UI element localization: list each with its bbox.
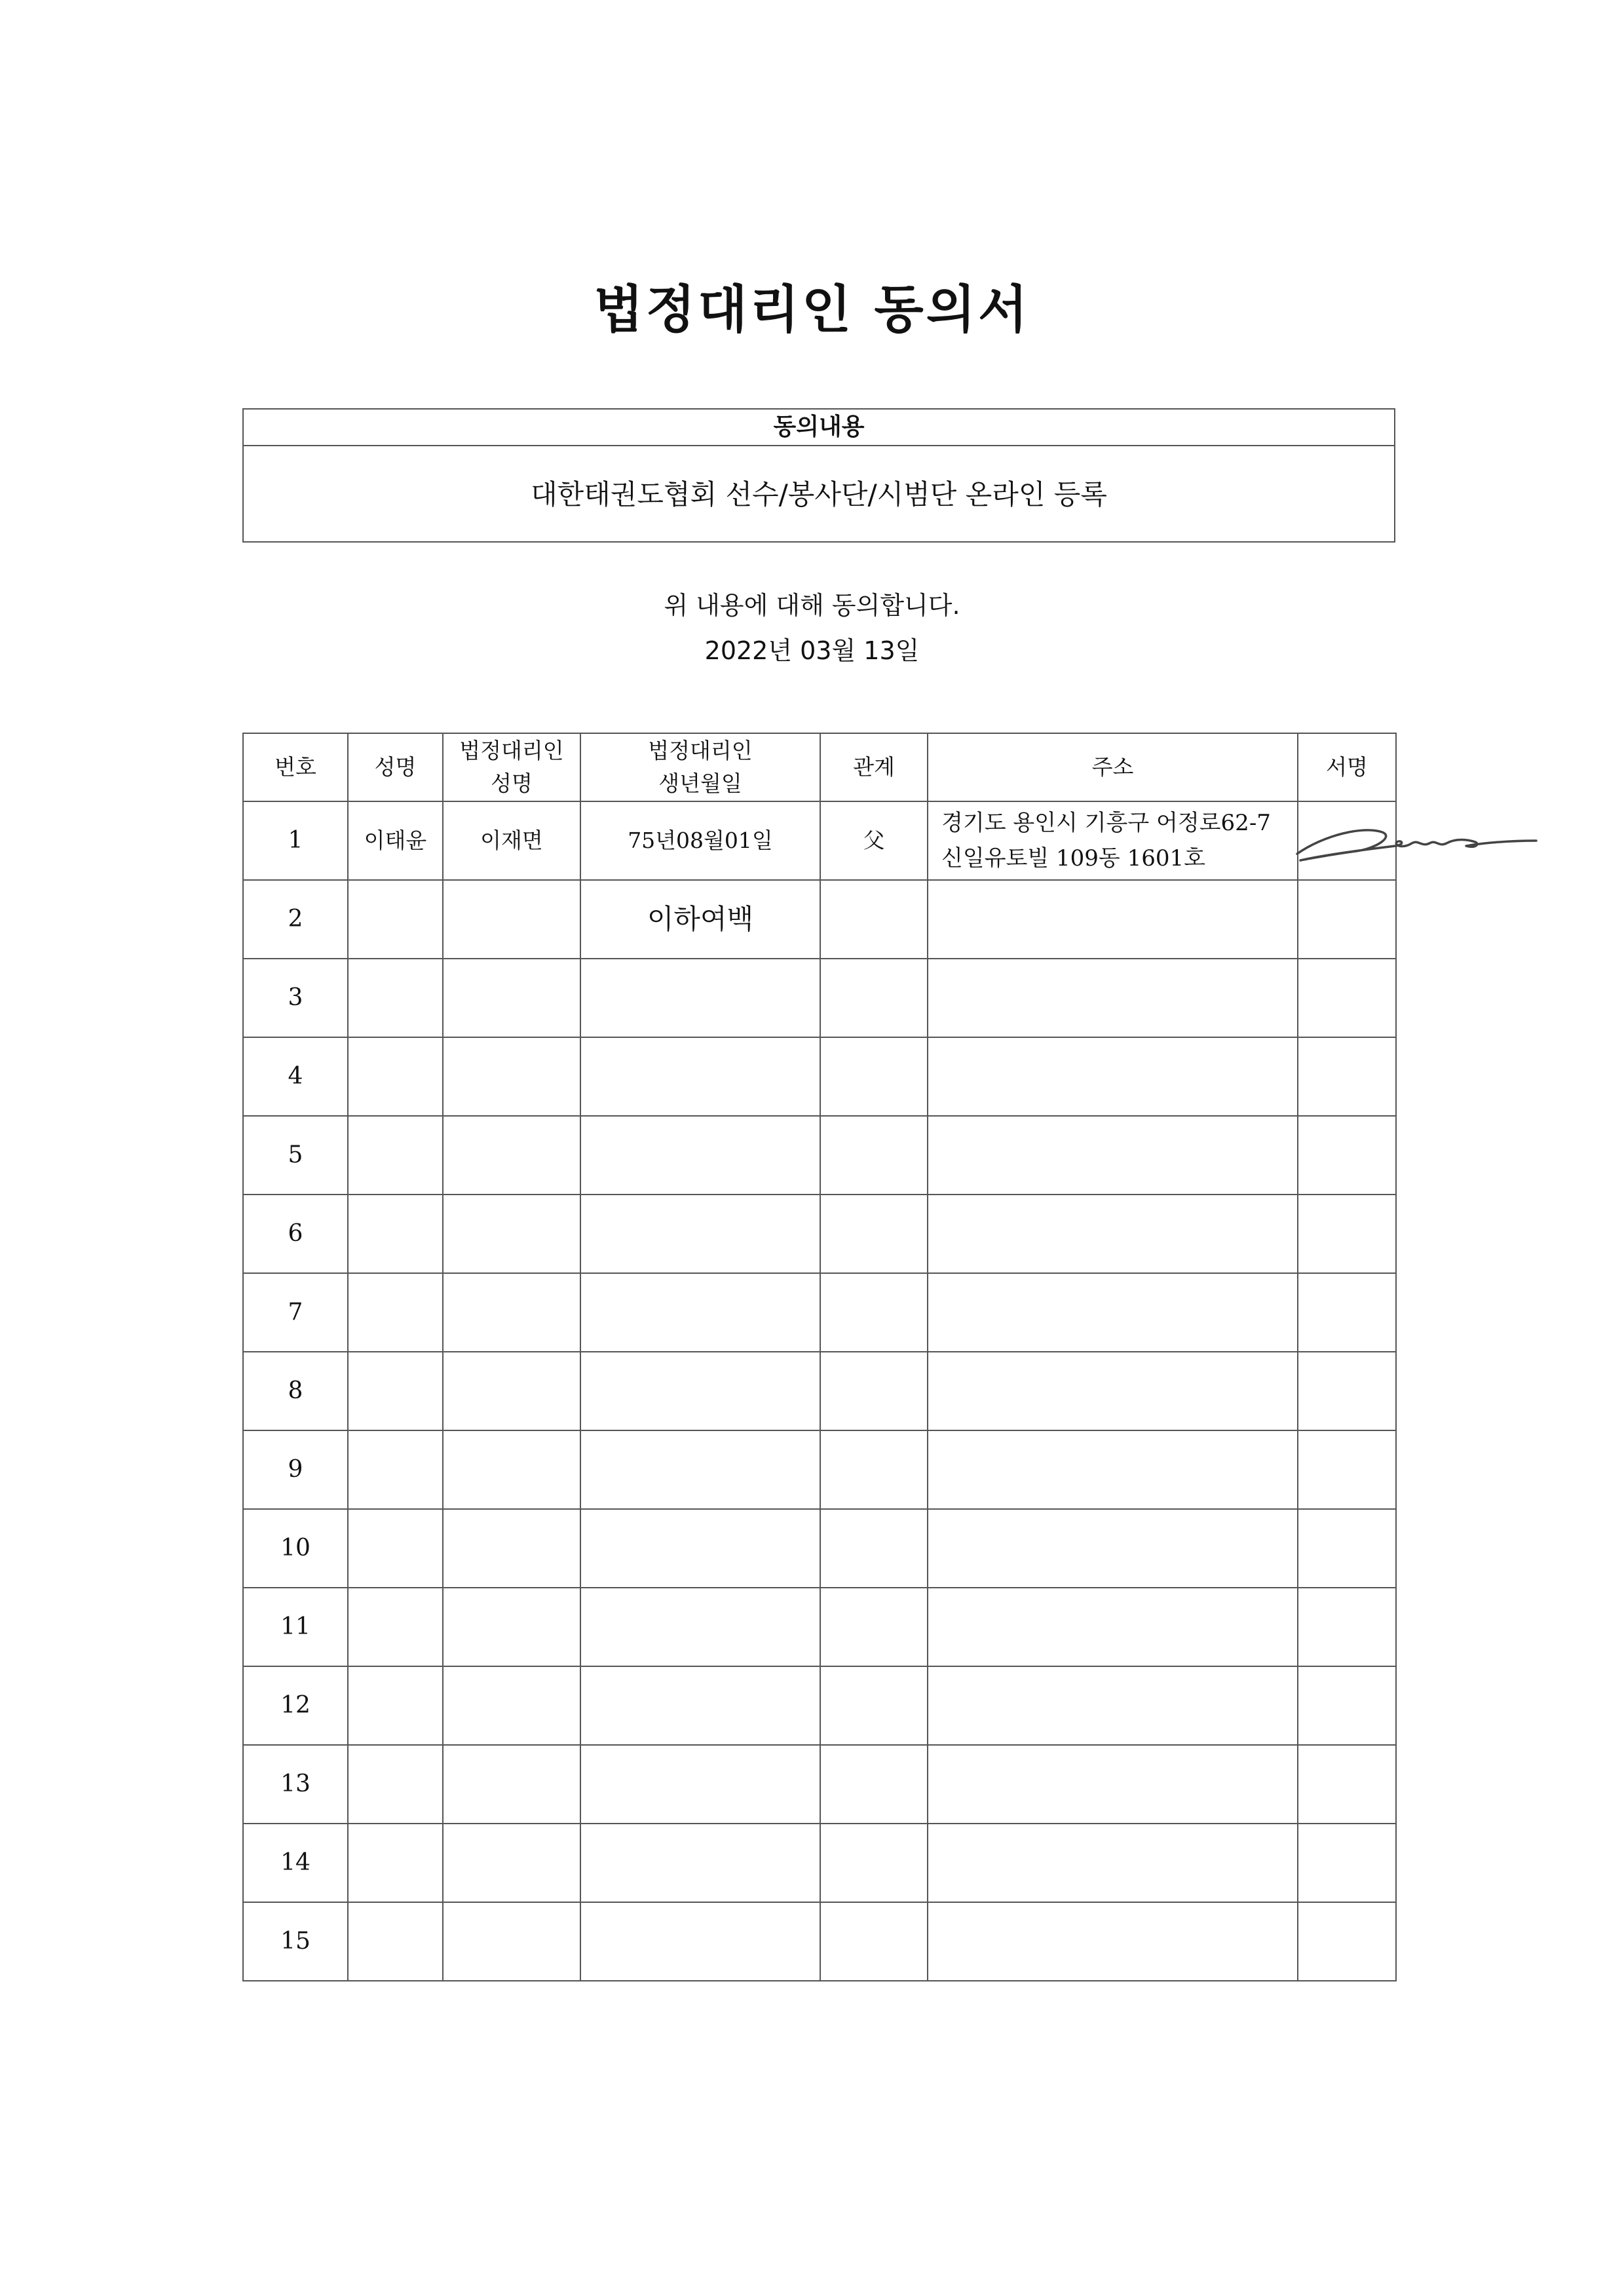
header-no: 번호 — [243, 733, 348, 801]
cell-guardian-name — [443, 1824, 580, 1902]
header-relation: 관계 — [820, 733, 928, 801]
cell-relation — [820, 1430, 928, 1509]
cell-guardian-birth — [580, 1195, 820, 1273]
cell-guardian-name — [443, 1509, 580, 1588]
header-name: 성명 — [348, 733, 443, 801]
cell-address — [928, 1745, 1298, 1824]
cell-guardian-name — [443, 1666, 580, 1745]
cell-relation: 父 — [820, 801, 928, 880]
cell-name — [348, 1666, 443, 1745]
cell-no: 7 — [243, 1273, 348, 1352]
cell-name — [348, 1352, 443, 1430]
cell-guardian-birth — [580, 1824, 820, 1902]
address-line1: 경기도 용인시 기흥구 어정로62-7 — [941, 810, 1271, 836]
cell-relation — [820, 1745, 928, 1824]
table-row — [243, 1666, 1396, 1745]
cell-relation — [820, 1352, 928, 1430]
header-guardian-name — [443, 733, 580, 801]
consent-date: 2022년 03월 13일 — [704, 636, 920, 665]
table-header-row — [243, 733, 1396, 801]
cell-relation — [820, 1902, 928, 1981]
cell-name — [348, 1037, 443, 1116]
cell-address — [928, 1352, 1298, 1430]
cell-relation — [820, 1116, 928, 1195]
cell-guardian-name — [443, 1195, 580, 1273]
cell-no: 3 — [243, 959, 348, 1037]
cell-guardian-name — [443, 880, 580, 959]
cell-guardian-name — [443, 1273, 580, 1352]
cell-address — [928, 1666, 1298, 1745]
cell-name — [348, 1116, 443, 1195]
cell-relation — [820, 1666, 928, 1745]
cell-address — [928, 801, 1298, 880]
cell-guardian-birth — [580, 1430, 820, 1509]
cell-name — [348, 1745, 443, 1824]
header-guardian-birth-line1: 법정대리인 — [648, 738, 753, 763]
table-row — [243, 1824, 1396, 1902]
header-guardian-name-line1: 법정대리인 — [459, 738, 564, 763]
cell-address — [928, 1509, 1298, 1588]
cell-address — [928, 1824, 1298, 1902]
cell-guardian-birth — [580, 959, 820, 1037]
cell-relation — [820, 1509, 928, 1588]
cell-no: 13 — [243, 1745, 348, 1824]
cell-name — [348, 1509, 443, 1588]
table-row — [243, 1430, 1396, 1509]
table-row — [243, 1745, 1396, 1824]
cell-signature — [1298, 880, 1396, 959]
cell-guardian-birth — [580, 1037, 820, 1116]
cell-guardian-birth — [580, 1273, 820, 1352]
cell-name — [348, 1824, 443, 1902]
cell-no: 4 — [243, 1037, 348, 1116]
cell-guardian-name: 이재면 — [443, 801, 580, 880]
cell-name — [348, 1195, 443, 1273]
header-guardian-birth — [580, 733, 820, 801]
table-row — [243, 1195, 1396, 1273]
cell-no: 14 — [243, 1824, 348, 1902]
cell-guardian-birth — [580, 1666, 820, 1745]
cell-address — [928, 1902, 1298, 1981]
address-line2: 신일유토빌 109동 1601호 — [941, 845, 1205, 871]
handwritten-signature — [1284, 803, 1539, 881]
cell-relation — [820, 959, 928, 1037]
cell-signature — [1298, 1037, 1396, 1116]
consent-content: 대한태권도협회 선수/봉사단/시범단 온라인 등록 — [531, 478, 1107, 510]
cell-signature — [1298, 1116, 1396, 1195]
cell-signature — [1298, 1430, 1396, 1509]
cell-guardian-name — [443, 1352, 580, 1430]
cell-guardian-name — [443, 1745, 580, 1824]
cell-name — [348, 1588, 443, 1666]
cell-no: 10 — [243, 1509, 348, 1588]
cell-address — [928, 1430, 1298, 1509]
cell-signature — [1298, 1273, 1396, 1352]
cell-address — [928, 959, 1298, 1037]
cell-guardian-name — [443, 1037, 580, 1116]
cell-relation — [820, 880, 928, 959]
cell-name: 이태윤 — [348, 801, 443, 880]
cell-relation — [820, 1588, 928, 1666]
table-row — [243, 1116, 1396, 1195]
cell-no: 1 — [243, 801, 348, 880]
table-row — [243, 1037, 1396, 1116]
table-row — [243, 1509, 1396, 1588]
table-row — [243, 1902, 1396, 1981]
table-row — [243, 1273, 1396, 1352]
cell-guardian-birth — [580, 1116, 820, 1195]
table-row — [243, 959, 1396, 1037]
cell-signature — [1298, 1195, 1396, 1273]
cell-relation — [820, 1037, 928, 1116]
cell-signature — [1298, 959, 1396, 1037]
cell-no: 6 — [243, 1195, 348, 1273]
header-guardian-birth-line2: 생년월일 — [658, 771, 742, 796]
cell-no: 11 — [243, 1588, 348, 1666]
table-row — [243, 880, 1396, 959]
cell-guardian-name — [443, 1588, 580, 1666]
table-row — [243, 801, 1396, 880]
cell-address — [928, 1273, 1298, 1352]
cell-guardian-name — [443, 1430, 580, 1509]
cell-no: 9 — [243, 1430, 348, 1509]
cell-signature — [1298, 1824, 1396, 1902]
cell-address — [928, 1195, 1298, 1273]
cell-no: 8 — [243, 1352, 348, 1430]
cell-guardian-birth — [580, 1588, 820, 1666]
cell-no: 15 — [243, 1902, 348, 1981]
consent-box — [242, 408, 1395, 543]
cell-relation — [820, 1195, 928, 1273]
cell-signature — [1298, 1509, 1396, 1588]
document-title: 법정대리인 동의서 — [594, 280, 1030, 339]
cell-signature — [1298, 1666, 1396, 1745]
agreement-text: 위 내용에 대해 동의합니다. — [664, 591, 960, 620]
cell-address — [928, 1588, 1298, 1666]
cell-no: 12 — [243, 1666, 348, 1745]
cell-relation — [820, 1824, 928, 1902]
cell-signature — [1298, 1352, 1396, 1430]
cell-guardian-birth: 이하여백 — [580, 880, 820, 959]
cell-guardian-birth: 75년08월01일 — [580, 801, 820, 880]
cell-guardian-name — [443, 1902, 580, 1981]
header-signature: 서명 — [1298, 733, 1396, 801]
consent-header: 동의내용 — [244, 410, 1394, 446]
guardian-table — [242, 733, 1397, 1981]
cell-name — [348, 1273, 443, 1352]
cell-address — [928, 1037, 1298, 1116]
cell-no: 2 — [243, 880, 348, 959]
header-address: 주소 — [928, 733, 1298, 801]
cell-guardian-birth — [580, 1352, 820, 1430]
cell-guardian-birth — [580, 1509, 820, 1588]
cell-address — [928, 880, 1298, 959]
header-guardian-name-line2: 성명 — [491, 771, 533, 796]
cell-name — [348, 880, 443, 959]
cell-name — [348, 1430, 443, 1509]
cell-signature — [1298, 1902, 1396, 1981]
table-row — [243, 1588, 1396, 1666]
cell-guardian-name — [443, 959, 580, 1037]
cell-address — [928, 1116, 1298, 1195]
cell-no: 5 — [243, 1116, 348, 1195]
cell-signature — [1298, 1588, 1396, 1666]
cell-guardian-birth — [580, 1902, 820, 1981]
cell-signature — [1298, 1745, 1396, 1824]
cell-name — [348, 959, 443, 1037]
cell-guardian-name — [443, 1116, 580, 1195]
cell-guardian-birth — [580, 1745, 820, 1824]
table-row — [243, 1352, 1396, 1430]
cell-relation — [820, 1273, 928, 1352]
cell-name — [348, 1902, 443, 1981]
